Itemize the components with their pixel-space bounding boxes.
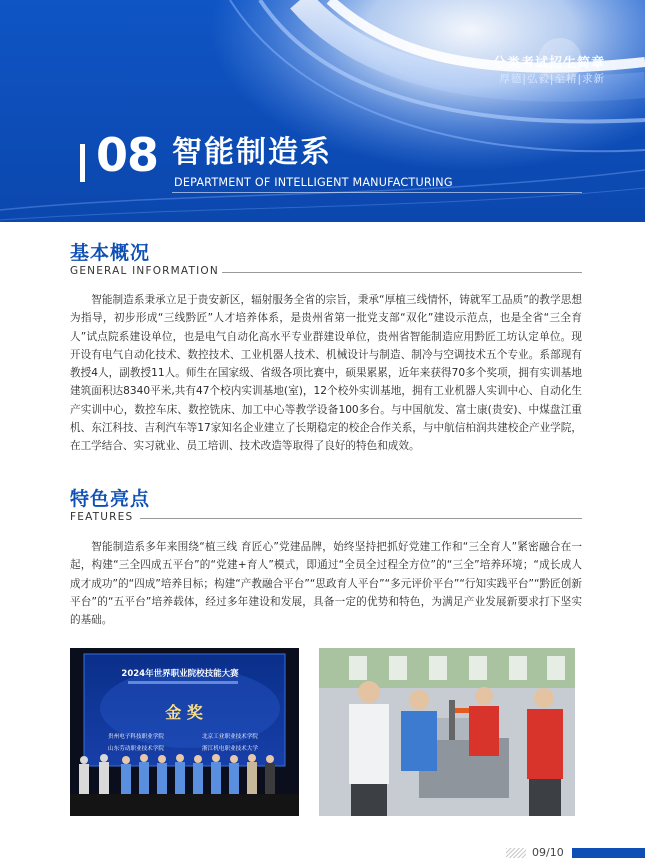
page-hatch-decoration	[506, 848, 526, 858]
photo-school-3: 山东劳动职业技术学院	[108, 746, 164, 752]
section-number-bar	[80, 144, 85, 182]
page-footer-bar	[572, 848, 645, 858]
section-title-en: DEPARTMENT OF INTELLIGENT MANUFACTURING	[174, 176, 453, 189]
features-title-cn: 特色亮点	[70, 488, 151, 510]
brochure-title: 分类考试招生简章	[492, 56, 605, 71]
header-banner	[0, 0, 645, 222]
overview-title-cn: 基本概况	[70, 242, 151, 264]
training-lab-photo	[319, 648, 575, 816]
award-ceremony-photo	[70, 648, 299, 816]
photo-banner-title: 2024年世界职业院校技能大赛	[121, 669, 239, 679]
photo-school-4: 浙江机电职业技术大学	[202, 746, 258, 752]
section-title-underline	[172, 192, 582, 193]
photo-school-2: 北京工业职业技术学院	[202, 734, 258, 740]
overview-divider	[222, 272, 582, 273]
overview-title-en: GENERAL INFORMATION	[70, 265, 219, 277]
photo-school-1: 贵州电子科技职业学院	[108, 734, 164, 740]
photo-award-label: 金 奖	[165, 703, 203, 722]
section-title-cn: 智能制造系	[172, 135, 332, 170]
features-title-en: FEATURES	[70, 511, 134, 523]
page-number: 09/10	[532, 846, 564, 859]
features-body: 智能制造系多年来围绕“植三线 育匠心”党建品牌，始终坚持把抓好党建工作和“三全育人”紧密融合在一起，构建“三全四成五平台”的“党建+育人”模式，即通过“全员全过程全方位”的“三全”培养环境；“成长成人成才成功”的“四成”培养目标；构建“产教融合平台”“思政育人平台”“多元评价平台”“行知实践平台”“黔匠创新平台”的“五平台”培养载体，经过多年建设和发展，具备一定的优势和特色，为满足产业发展新要求打下坚实的基础。	[70, 541, 582, 627]
overview-body: 智能制造系秉承立足于贵安新区，辐射服务全省的宗旨，秉承“厚植三线情怀，铸就军工品质”的教学思想为指导，初步形成“三线黔匠”人才培养体系，是贵州省第一批党支部“双化”建设示范点，也是全省“三全育人”试点院系建设单位，也是电气自动化高水平专业群建设单位，贵州省智能制造应用黔匠工坊认定单位。现开设有电气自动化技术、数控技术、工业机器人技术、机械设计与制造、制冷与空调技术五个专业。系部现有教授4人，副教授11人。师生在国家级、省级各项比赛中，硕果累累，近年来获得70多个奖项，拥有实训基地建筑面积达8340平米,共有47个校内实训基地(室)，12个校外实训基地，拥有工业机器人实训中心、自动化生产实训中心，数控车床、数控铣床、加工中心等教学设备100多台。与中国航发、富士康(贵安)、中煤盘江重机、东江科技、吉利汽车等17家知名企业建立了长期稳定的校企合作关系，与中航信柏润共建校企产业学院，在工学结合、实习就业、员工培训、技术改造等取得了良好的特色和成效。	[70, 294, 582, 453]
brochure-motto: 厚德|弘毅|至精|求新	[499, 73, 605, 85]
features-divider	[140, 518, 582, 519]
section-number: 08	[96, 128, 159, 182]
